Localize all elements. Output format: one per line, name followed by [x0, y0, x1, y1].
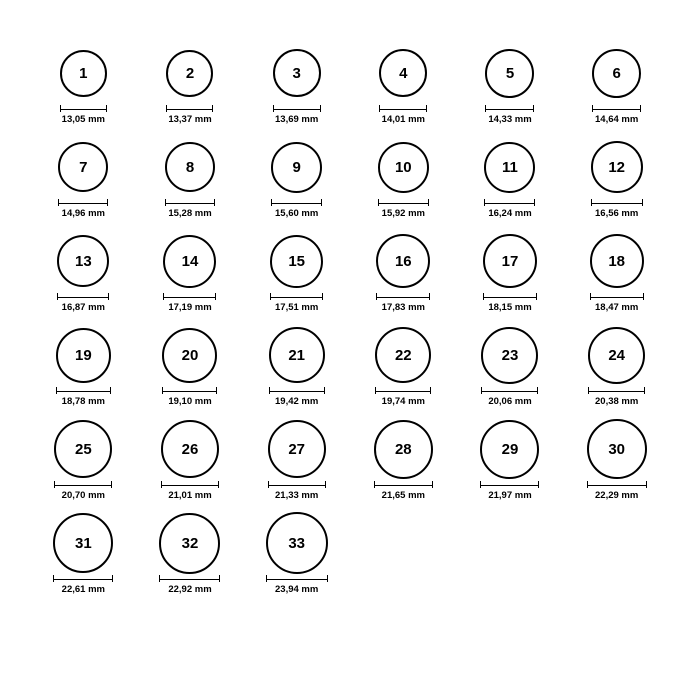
ring-circle-wrap — [269, 324, 325, 386]
ring-circle-wrap — [590, 230, 644, 292]
ring-diameter-label: 17,19 mm — [168, 302, 212, 313]
ring-diameter-label: 17,51 mm — [275, 302, 319, 313]
ring-circle-icon — [374, 420, 433, 479]
ring-size-cell — [563, 418, 670, 512]
ring-measurement — [375, 387, 431, 407]
ring-measurement — [162, 387, 217, 407]
ring-size-number: 28 — [394, 440, 412, 458]
measurement-bar-icon — [60, 105, 107, 112]
ring-size-cell — [350, 136, 457, 230]
ring-measurement — [57, 293, 109, 313]
ring-size-number: 7 — [79, 158, 88, 176]
ring-circle-wrap — [165, 136, 215, 198]
ring-measurement — [588, 387, 645, 407]
ring-circle-wrap — [376, 230, 430, 292]
ring-circle-icon — [269, 327, 325, 383]
ring-size-number: 6 — [612, 64, 621, 82]
ring-circle-icon — [379, 49, 427, 97]
measurement-bar-icon — [374, 481, 433, 488]
measurement-bar-icon — [376, 293, 430, 300]
ring-size-number: 30 — [608, 440, 625, 458]
ring-size-number: 21 — [288, 346, 305, 364]
measurement-bar-icon — [57, 293, 109, 300]
ring-size-number: 5 — [505, 64, 515, 82]
ring-circle-wrap — [592, 42, 641, 104]
ring-measurement — [587, 481, 647, 501]
ring-circle-wrap — [266, 512, 328, 574]
ring-diameter-label: 16,24 mm — [488, 208, 532, 219]
measurement-bar-icon — [268, 481, 326, 488]
ring-measurement — [484, 199, 535, 219]
ring-diameter-label: 18,78 mm — [61, 396, 105, 407]
ring-circle-icon — [588, 327, 645, 384]
ring-size-number: 27 — [288, 440, 305, 458]
ring-diameter-label: 22,61 mm — [61, 584, 105, 595]
ring-circle-wrap — [483, 230, 537, 292]
ring-circle-icon — [590, 234, 644, 288]
ring-diameter-label: 21,33 mm — [275, 490, 319, 501]
ring-size-cell — [350, 418, 457, 512]
ring-size-cell — [30, 324, 137, 418]
ring-diameter-label: 15,92 mm — [381, 208, 425, 219]
ring-circle-wrap — [484, 136, 535, 198]
ring-measurement — [378, 199, 429, 219]
ring-size-number: 19 — [74, 346, 92, 364]
ring-circle-icon — [480, 420, 539, 479]
ring-size-number: 31 — [74, 534, 92, 552]
measurement-bar-icon — [162, 387, 217, 394]
ring-circle-icon — [159, 513, 220, 574]
ring-measurement — [485, 105, 534, 125]
ring-measurement — [163, 293, 216, 313]
ring-size-cell — [243, 324, 350, 418]
measurement-bar-icon — [592, 105, 641, 112]
ring-circle-wrap — [378, 136, 429, 198]
ring-size-number: 4 — [399, 64, 408, 82]
measurement-bar-icon — [269, 387, 325, 394]
ring-circle-icon — [484, 142, 535, 193]
ring-measurement — [266, 575, 328, 595]
ring-size-grid — [30, 42, 670, 606]
ring-diameter-label: 13,37 mm — [168, 114, 212, 125]
measurement-bar-icon — [266, 575, 328, 582]
ring-size-cell — [350, 230, 457, 324]
ring-circle-wrap — [58, 136, 108, 198]
ring-diameter-label: 19,10 mm — [168, 396, 212, 407]
measurement-bar-icon — [166, 105, 213, 112]
ring-measurement — [273, 105, 321, 125]
measurement-bar-icon — [587, 481, 647, 488]
ring-circle-icon — [591, 141, 643, 193]
ring-size-cell — [137, 418, 244, 512]
ring-size-cell — [243, 42, 350, 136]
measurement-bar-icon — [485, 105, 534, 112]
ring-circle-wrap — [57, 230, 109, 292]
ring-size-cell — [243, 136, 350, 230]
ring-size-number: 17 — [501, 252, 519, 270]
ring-size-number: 2 — [185, 64, 195, 82]
ring-size-number: 32 — [181, 534, 199, 552]
ring-size-number: 26 — [181, 440, 199, 458]
ring-circle-icon — [271, 142, 322, 193]
ring-circle-icon — [56, 328, 111, 383]
ring-circle-icon — [165, 142, 215, 192]
ring-size-cell — [137, 136, 244, 230]
ring-size-number: 25 — [74, 440, 92, 458]
ring-size-number: 15 — [288, 252, 305, 270]
ring-circle-wrap — [162, 324, 217, 386]
ring-size-number: 10 — [394, 158, 412, 176]
measurement-bar-icon — [588, 387, 645, 394]
measurement-bar-icon — [273, 105, 321, 112]
ring-size-cell — [137, 42, 244, 136]
ring-circle-wrap — [271, 136, 322, 198]
ring-circle-icon — [268, 420, 326, 478]
ring-size-cell — [30, 512, 137, 606]
ring-size-number: 29 — [501, 440, 519, 458]
ring-measurement — [592, 105, 641, 125]
measurement-bar-icon — [483, 293, 537, 300]
ring-measurement — [270, 293, 323, 313]
measurement-bar-icon — [270, 293, 323, 300]
ring-size-cell — [457, 42, 564, 136]
ring-size-number: 33 — [288, 534, 305, 552]
ring-circle-wrap — [374, 418, 433, 480]
ring-circle-icon — [60, 50, 107, 97]
ring-size-cell — [457, 324, 564, 418]
ring-size-cell — [243, 512, 350, 606]
ring-diameter-label: 14,01 mm — [381, 114, 425, 125]
ring-diameter-label: 13,05 mm — [61, 114, 105, 125]
ring-diameter-label: 22,29 mm — [595, 490, 639, 501]
ring-circle-icon — [266, 512, 328, 574]
measurement-bar-icon — [165, 199, 215, 206]
ring-diameter-label: 14,64 mm — [595, 114, 639, 125]
ring-diameter-label: 22,92 mm — [168, 584, 212, 595]
ring-diameter-label: 18,15 mm — [488, 302, 532, 313]
ring-circle-icon — [483, 234, 537, 288]
ring-circle-wrap — [587, 418, 647, 480]
ring-circle-wrap — [163, 230, 216, 292]
ring-circle-wrap — [54, 418, 112, 480]
ring-circle-wrap — [481, 324, 538, 386]
ring-size-number: 12 — [608, 158, 625, 176]
ring-size-cell — [137, 324, 244, 418]
measurement-bar-icon — [591, 199, 643, 206]
ring-circle-wrap — [166, 42, 213, 104]
ring-size-cell — [563, 230, 670, 324]
ring-measurement — [590, 293, 644, 313]
ring-diameter-label: 21,65 mm — [381, 490, 425, 501]
ring-measurement — [481, 387, 538, 407]
ring-circle-icon — [166, 50, 213, 97]
ring-size-number: 24 — [608, 346, 625, 364]
ring-measurement — [271, 199, 322, 219]
ring-size-cell — [457, 136, 564, 230]
ring-size-number: 11 — [502, 158, 518, 176]
measurement-bar-icon — [379, 105, 427, 112]
ring-size-cell — [30, 42, 137, 136]
ring-size-cell — [457, 418, 564, 512]
ring-measurement — [483, 293, 537, 313]
ring-circle-icon — [161, 420, 219, 478]
ring-measurement — [53, 575, 113, 595]
ring-size-cell — [243, 418, 350, 512]
measurement-bar-icon — [481, 387, 538, 394]
ring-measurement — [269, 387, 325, 407]
ring-size-cell — [137, 230, 244, 324]
ring-circle-wrap — [591, 136, 643, 198]
ring-measurement — [54, 481, 112, 501]
ring-measurement — [268, 481, 326, 501]
ring-circle-icon — [378, 142, 429, 193]
measurement-bar-icon — [480, 481, 539, 488]
measurement-bar-icon — [161, 481, 219, 488]
ring-measurement — [56, 387, 111, 407]
ring-size-cell — [563, 324, 670, 418]
ring-size-number: 9 — [292, 158, 301, 176]
ring-size-number: 18 — [608, 252, 625, 270]
ring-measurement — [480, 481, 539, 501]
ring-circle-wrap — [375, 324, 431, 386]
ring-diameter-label: 19,42 mm — [275, 396, 319, 407]
ring-circle-icon — [270, 235, 323, 288]
ring-measurement — [165, 199, 215, 219]
ring-diameter-label: 15,60 mm — [275, 208, 319, 219]
ring-circle-wrap — [60, 42, 107, 104]
ring-diameter-label: 13,69 mm — [275, 114, 319, 125]
ring-size-number: 22 — [394, 346, 412, 364]
ring-measurement — [379, 105, 427, 125]
ring-diameter-label: 16,87 mm — [61, 302, 105, 313]
ring-diameter-label: 19,74 mm — [381, 396, 425, 407]
ring-size-number: 23 — [501, 346, 519, 364]
ring-measurement — [58, 199, 108, 219]
ring-circle-wrap — [270, 230, 323, 292]
ring-diameter-label: 15,28 mm — [168, 208, 212, 219]
ring-diameter-label: 21,97 mm — [488, 490, 532, 501]
ring-circle-icon — [376, 234, 430, 288]
measurement-bar-icon — [159, 575, 220, 582]
ring-circle-wrap — [480, 418, 539, 480]
measurement-bar-icon — [375, 387, 431, 394]
ring-measurement — [374, 481, 433, 501]
ring-diameter-label: 21,01 mm — [168, 490, 212, 501]
ring-size-cell — [30, 136, 137, 230]
ring-diameter-label: 18,47 mm — [595, 302, 639, 313]
ring-circle-icon — [485, 49, 534, 98]
ring-size-number: 1 — [79, 64, 88, 82]
ring-circle-icon — [273, 49, 321, 97]
ring-circle-icon — [162, 328, 217, 383]
measurement-bar-icon — [54, 481, 112, 488]
ring-circle-icon — [57, 235, 109, 287]
ring-diameter-label: 14,96 mm — [61, 208, 105, 219]
ring-size-number: 13 — [74, 252, 92, 270]
ring-size-cell — [563, 42, 670, 136]
ring-diameter-label: 16,56 mm — [595, 208, 639, 219]
ring-circle-icon — [481, 327, 538, 384]
ring-size-cell — [30, 418, 137, 512]
ring-size-cell — [563, 136, 670, 230]
measurement-bar-icon — [58, 199, 108, 206]
ring-circle-wrap — [56, 324, 111, 386]
ring-size-number: 8 — [185, 158, 195, 176]
ring-circle-wrap — [53, 512, 113, 574]
ring-size-number: 14 — [181, 252, 199, 270]
ring-circle-wrap — [273, 42, 321, 104]
ring-measurement — [60, 105, 107, 125]
ring-circle-wrap — [588, 324, 645, 386]
measurement-bar-icon — [56, 387, 111, 394]
ring-circle-wrap — [485, 42, 534, 104]
ring-circle-wrap — [268, 418, 326, 480]
ring-circle-icon — [53, 513, 113, 573]
ring-measurement — [159, 575, 220, 595]
ring-diameter-label: 20,06 mm — [488, 396, 532, 407]
ring-size-cell — [457, 230, 564, 324]
ring-size-cell — [350, 42, 457, 136]
ring-circle-wrap — [379, 42, 427, 104]
ring-circle-icon — [58, 142, 108, 192]
ring-measurement — [166, 105, 213, 125]
ring-diameter-label: 20,38 mm — [595, 396, 639, 407]
ring-measurement — [591, 199, 643, 219]
measurement-bar-icon — [484, 199, 535, 206]
measurement-bar-icon — [590, 293, 644, 300]
ring-size-number: 3 — [292, 64, 301, 82]
ring-size-number: 20 — [181, 346, 199, 364]
measurement-bar-icon — [163, 293, 216, 300]
ring-diameter-label: 23,94 mm — [275, 584, 319, 595]
ring-size-cell — [30, 230, 137, 324]
ring-circle-icon — [587, 419, 647, 479]
ring-circle-icon — [54, 420, 112, 478]
ring-diameter-label: 17,83 mm — [381, 302, 425, 313]
ring-size-cell — [243, 230, 350, 324]
measurement-bar-icon — [378, 199, 429, 206]
ring-circle-wrap — [161, 418, 219, 480]
ring-circle-icon — [592, 49, 641, 98]
measurement-bar-icon — [53, 575, 113, 582]
ring-measurement — [376, 293, 430, 313]
measurement-bar-icon — [271, 199, 322, 206]
ring-circle-wrap — [159, 512, 220, 574]
ring-size-cell — [137, 512, 244, 606]
ring-size-cell — [350, 324, 457, 418]
ring-circle-icon — [163, 235, 216, 288]
ring-measurement — [161, 481, 219, 501]
ring-diameter-label: 20,70 mm — [61, 490, 105, 501]
ring-diameter-label: 14,33 mm — [488, 114, 532, 125]
ring-circle-icon — [375, 327, 431, 383]
ring-size-number: 16 — [394, 252, 412, 270]
